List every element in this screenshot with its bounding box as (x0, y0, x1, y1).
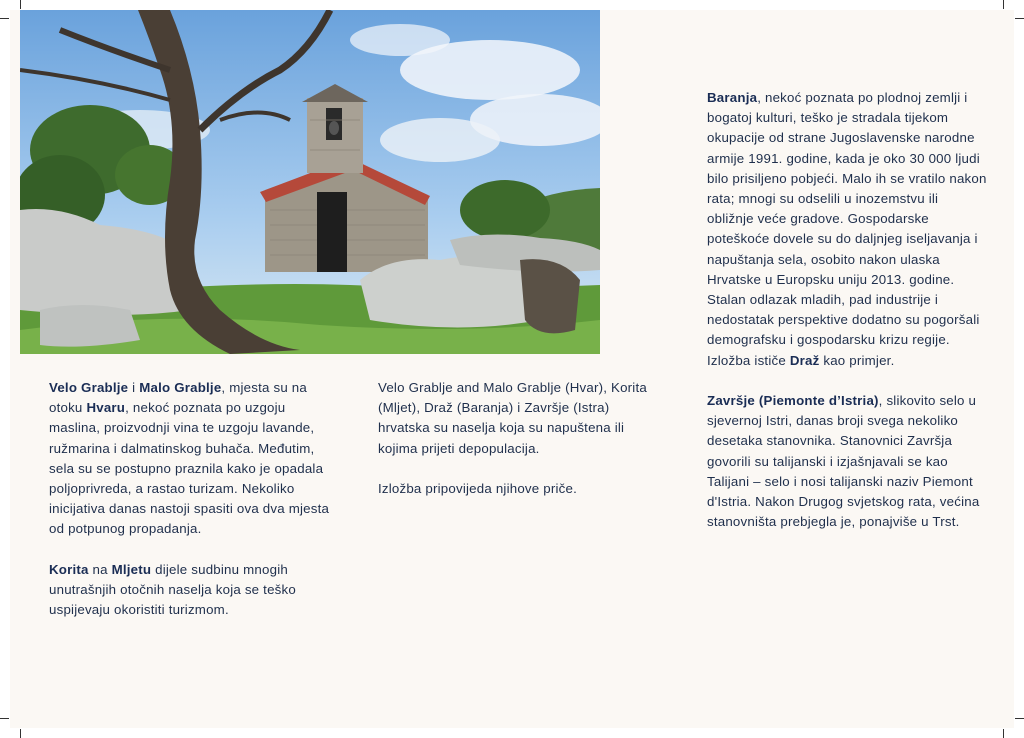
paragraph-grablje (49, 378, 339, 540)
bold-korita: Korita (49, 561, 89, 577)
text-span: , mjesta su na otoku (49, 380, 307, 416)
paragraph-draz (707, 351, 987, 371)
bold-baranja: Baranja (707, 90, 758, 105)
paragraph-exhibition: Izložba pripovijeda njihove priče. (378, 481, 577, 496)
chapel-photo (20, 10, 600, 354)
paragraph-korita (49, 560, 339, 621)
text-span: , nekoć poznata po uzgoju maslina, proizvodnji vina te uzgoju lavande, ružmarina i dalmatinskog buhača. Međutim, sela su se postupno praznila kako je opadala poljoprivreda, a rastao turizam. Nekoliko inicijativa danas nastoji spasiti ova dva mjesta od potpunog propadanja. (49, 400, 330, 537)
column-baranja-zavrsje (707, 88, 987, 553)
crop-mark (1015, 18, 1024, 19)
crop-mark (1003, 0, 1004, 9)
column-intro (378, 378, 653, 519)
bold-hvaru: Hvaru (86, 400, 126, 416)
bold-zavrsje: Završje (Piemonte d’Istria) (707, 393, 879, 409)
bold-malo-grablje: Malo Grablje (139, 380, 222, 395)
text-span: , slikovito selo u sjevernoj Istri, danas broji svega nekoliko desetaka stanovnika. Stanovnici Završja govorili su talijanski i izjašnjavali se kao Talijani – selo i nosi talijanski naziv Piemont d'Istria. Nakon Drugog svjetskog rata, većina stanovništa prebjegla je, ponajviše u Trst. (707, 393, 980, 530)
text-span: , nekoć poznata po plodnoj zemlji i bogatoj kulturi, teško je stradala tijekom okupacije od strane Jugoslavenske narodne armije 1991. godine, kada je oko 30 000 ljudi bilo prisiljeno pobjeći. Malo ih se vratilo nakon rata; mnogi su odselili u inozemstvu ili obližnje veće gradove. Gospodarske poteškoće dovele su do daljnjeg iseljavanja i napuštanja sela, osobito nakon ulaska Hrvatske u Europsku uniju 2013. godine. Stalan odlazak mladih, pad industrije i nedostatak perspektive dodatno su pogoršali demografsku i gospodarsku krizu regije. (707, 90, 987, 348)
bold-velo-grablje: Velo Grablje (49, 380, 129, 395)
text-span: Izložba ističe (707, 352, 790, 368)
crop-mark (1003, 729, 1004, 738)
crop-mark (1015, 718, 1024, 719)
crop-mark (0, 718, 9, 719)
paragraph-baranja (707, 88, 987, 351)
column-hvar-mljet (49, 378, 339, 641)
paragraph-intro: Velo Grablje and Malo Grablje (Hvar), Korita (Mljet), Draž (Baranja) i Završje (Istra) hrvatska su naselja koja su napuštena ili kojima prijeti depopulacija. (378, 380, 647, 456)
crop-mark (20, 729, 21, 738)
bold-mljetu: Mljetu (111, 561, 152, 577)
bold-draz: Draž (789, 352, 820, 368)
text-span: i (128, 380, 140, 395)
text-span: kao primjer. (819, 352, 895, 368)
paragraph-zavrsje (707, 391, 987, 532)
text-span: dijele sudbinu mnogih unutrašnjih otočnih naselja koja se teško uspijevaju okoristiti turizmom. (49, 561, 296, 618)
text-span: na (88, 561, 112, 577)
crop-mark (20, 0, 21, 9)
crop-mark (0, 18, 9, 19)
